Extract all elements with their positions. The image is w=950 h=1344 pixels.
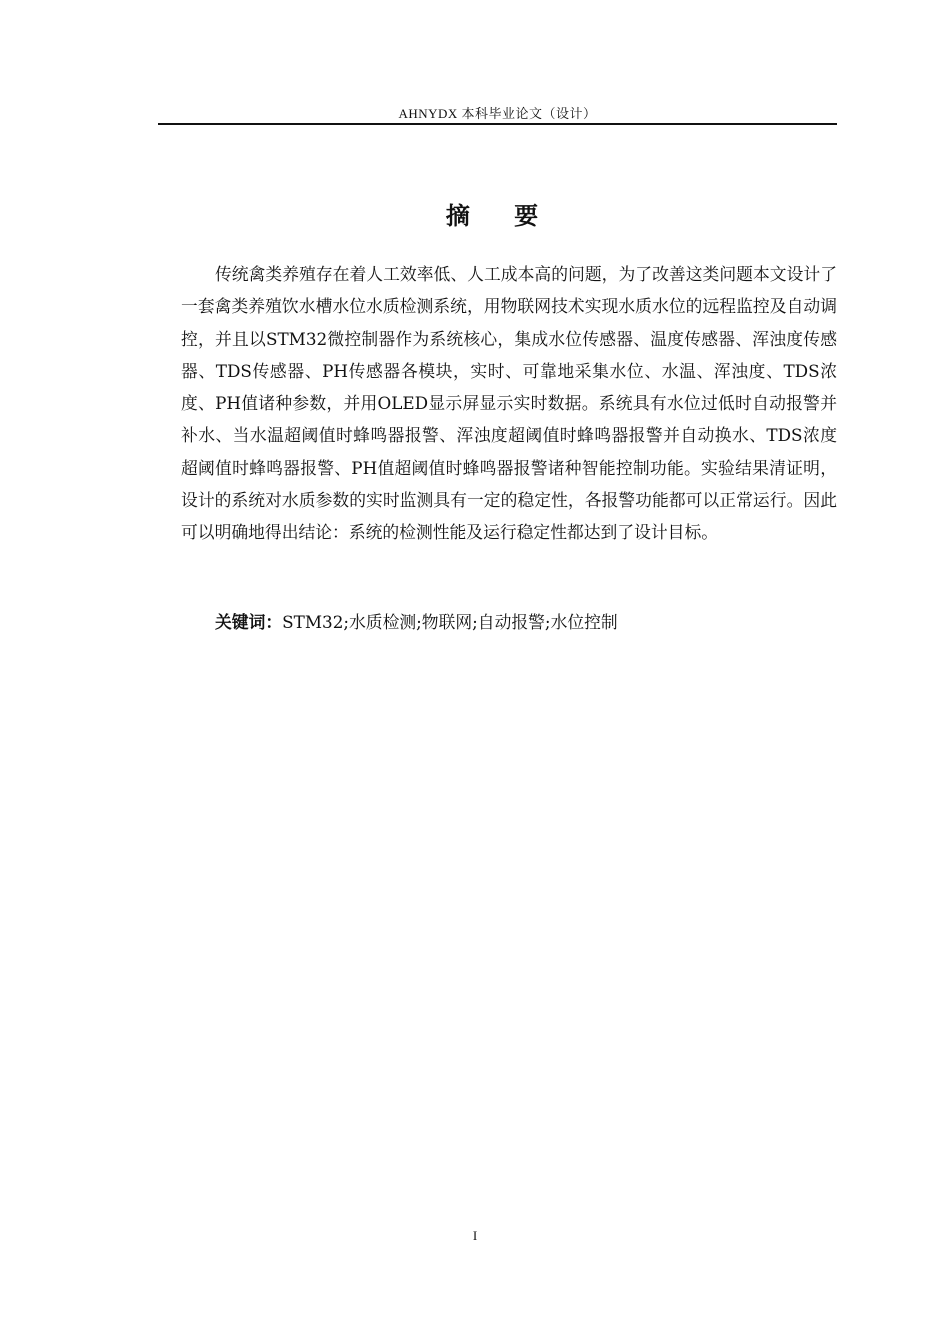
page-number: I [472,1228,478,1243]
header-rule [158,123,837,125]
abstract-body: 传统禽类养殖存在着人工效率低、人工成本高的问题，为了改善这类问题本文设计了一套禽类养殖饮水槽水位水质检测系统，用物联网技术实现水质水位的远程监控及自动调控，并且以STM32微控制器作为系统核心，集成水位传感器、温度传感器、浑浊度传感器、TDS传感器、PH传感器各模块，实时、可靠地采集水位、水温、浑浊度、TDS浓度、PH值诸种参数，并用OLED显示屏显示实时数据。系统具有水位过低时自动报警并补水、当水温超阈值时蜂鸣器报警、浑浊度超阈值时蜂鸣器报警并自动换水、TDS浓度超阈值时蜂鸣器报警、PH值超阈值时蜂鸣器报警诸种智能控制功能。实验结果清证明，设计的系统对水质参数的实时监测具有一定的稳定性，各报警功能都可以正常运行。因此可以明确地得出结论：系统的检测性能及运行稳定性都达到了设计目标。 [181,264,837,543]
keywords-line [215,607,837,637]
keywords-label: 关键词： [215,612,283,632]
running-header: AHNYDX 本科毕业论文（设计） [398,106,597,121]
keywords-value: STM32;水质检测;物联网;自动报警;水位控制 [282,612,618,632]
abstract-title: 摘 要 [445,202,557,230]
